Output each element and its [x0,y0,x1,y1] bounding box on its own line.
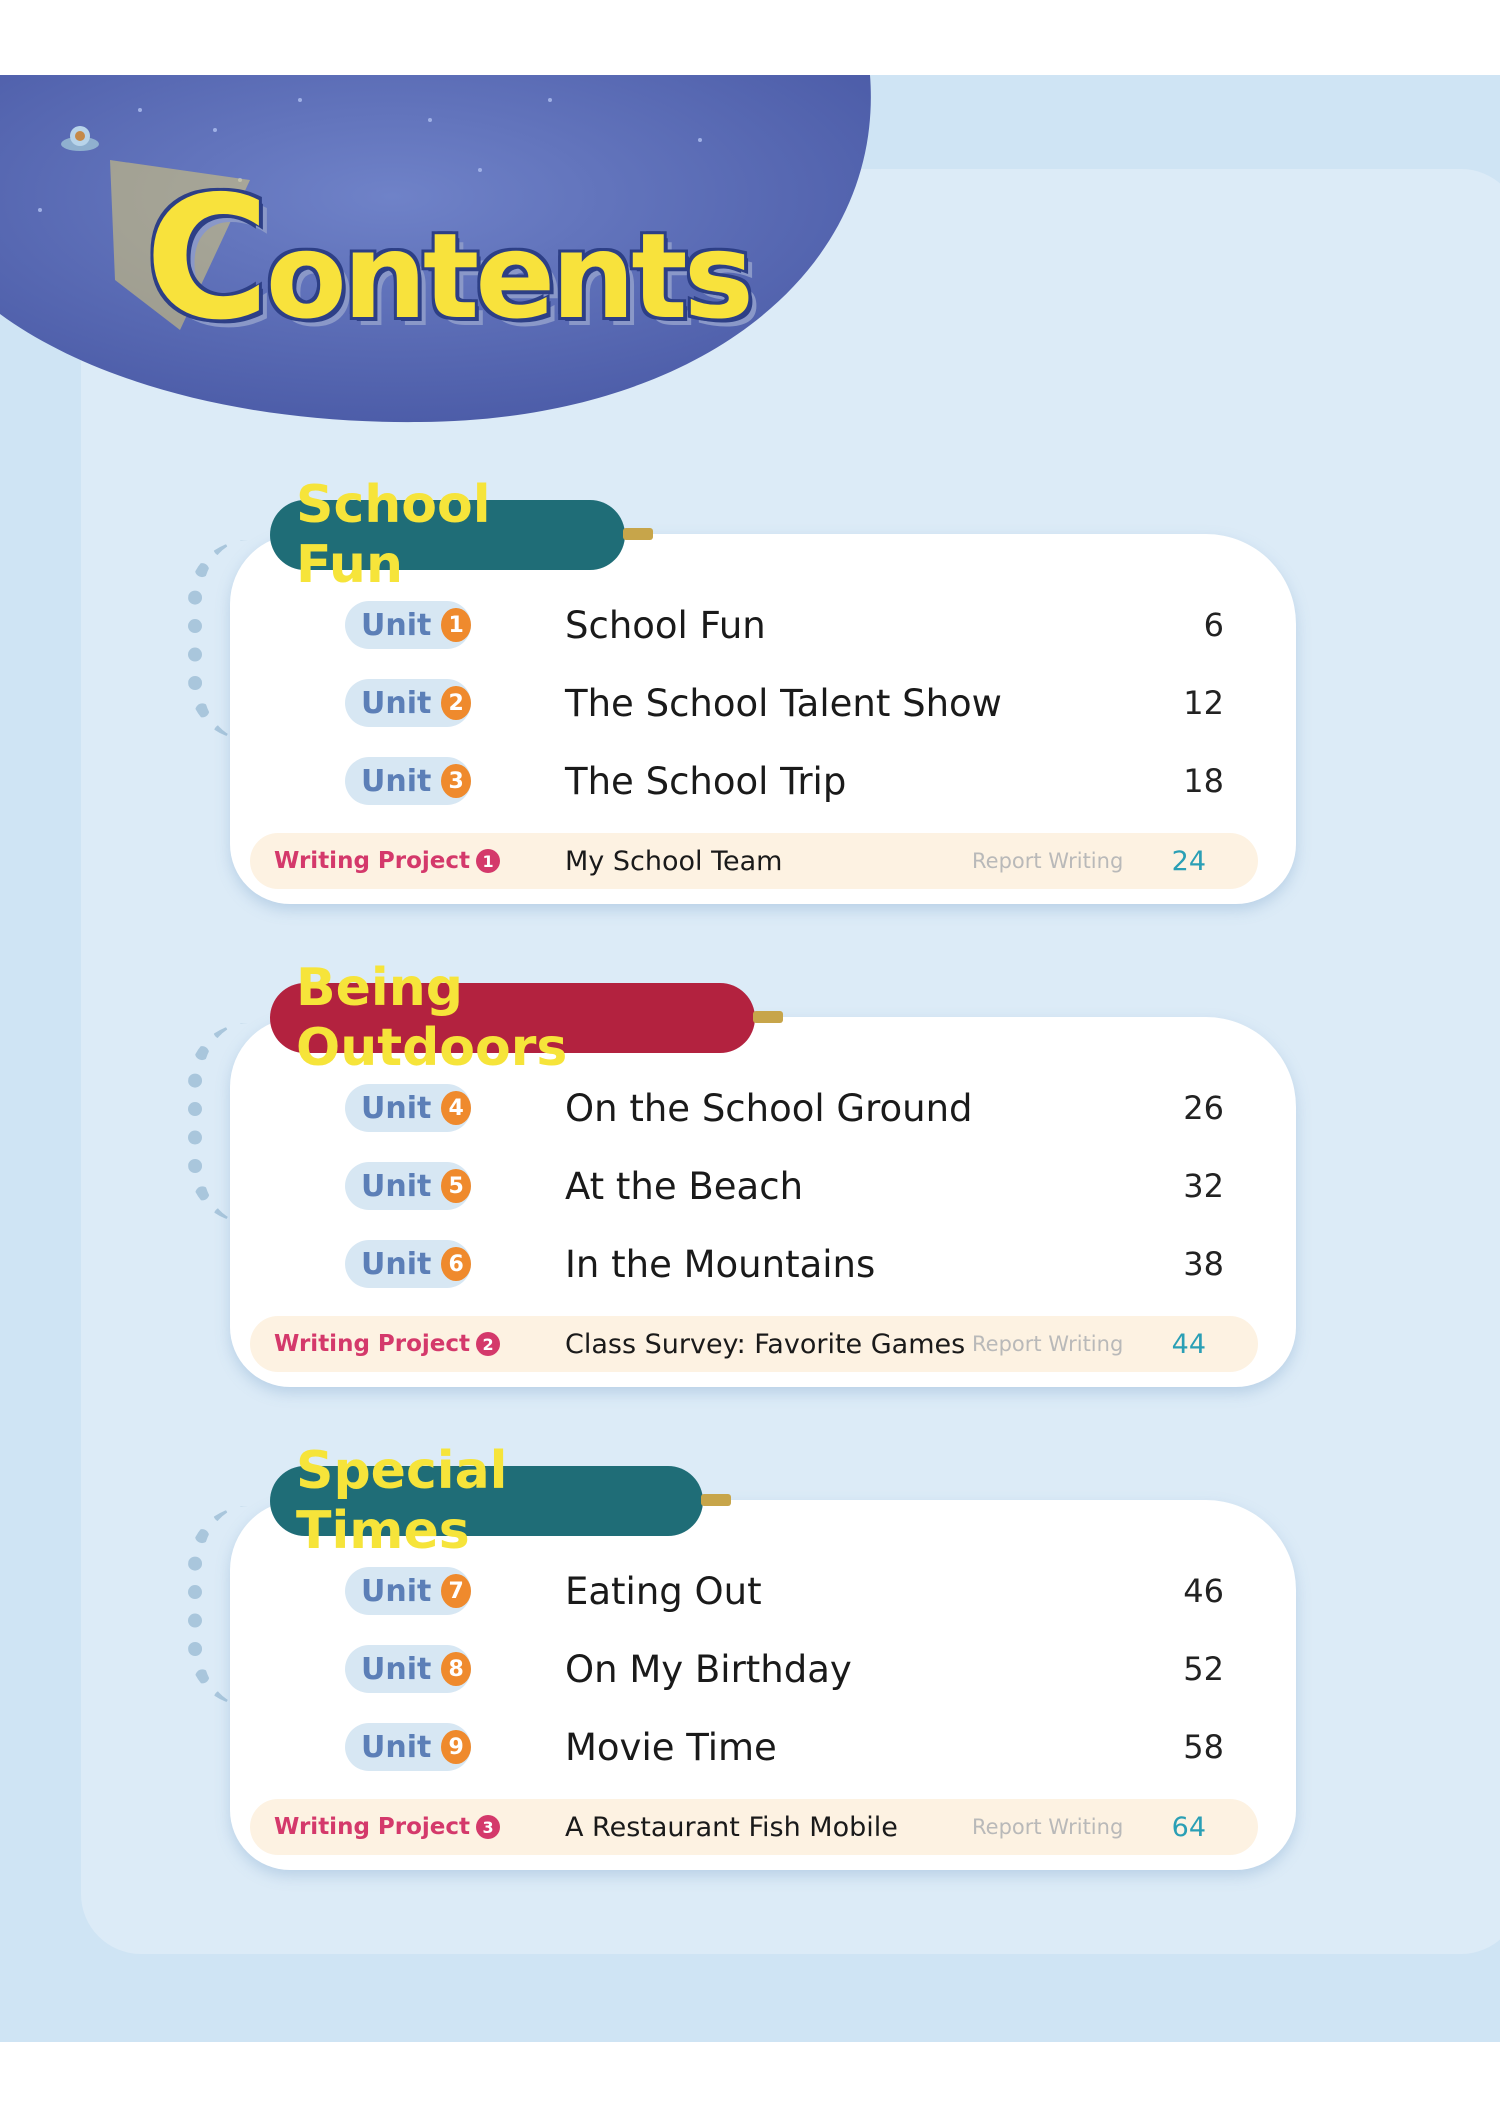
writing-project-title: My School Team [565,845,783,877]
unit-label: Unit [361,1729,432,1765]
unit-row[interactable] [230,751,1296,811]
ufo-icon [60,120,96,156]
unit-page: 52 [1183,1650,1224,1688]
writing-project-page: 24 [1171,845,1206,877]
writing-project-row[interactable] [250,1316,1258,1372]
unit-badge [345,1567,471,1615]
writing-project-number: 2 [476,1332,500,1356]
pencil-tip-icon [701,1494,731,1506]
unit-label: Unit [361,1246,432,1282]
unit-number: 9 [441,1730,471,1764]
unit-row[interactable] [230,1717,1296,1777]
unit-badge [345,1162,471,1210]
unit-number: 6 [441,1247,471,1281]
writing-project-page: 44 [1171,1328,1206,1360]
unit-title: In the Mountains [565,1242,876,1286]
section-title-text: Special Times [296,1441,508,1561]
writing-project-number: 3 [476,1815,500,1839]
pencil-tip-icon [753,1011,783,1023]
writing-project-label [274,1814,500,1840]
writing-project-text: Writing Project [274,1331,471,1357]
unit-number: 5 [441,1169,471,1203]
unit-row[interactable] [230,1561,1296,1621]
writing-project-page: 64 [1171,1811,1206,1843]
unit-label: Unit [361,607,432,643]
writing-project-title: Class Survey: Favorite Games [565,1328,966,1360]
unit-row[interactable] [230,1639,1296,1699]
unit-page: 12 [1183,684,1224,722]
unit-number: 8 [441,1652,471,1686]
unit-label: Unit [361,763,432,799]
unit-number: 7 [441,1574,471,1608]
unit-number: 3 [441,764,471,798]
section-title [270,958,755,1078]
unit-page: 6 [1203,606,1224,644]
unit-title: Movie Time [565,1725,777,1769]
unit-row[interactable] [230,595,1296,655]
unit-title: The School Talent Show [565,681,1002,725]
unit-badge [345,1723,471,1771]
writing-project-number: 1 [476,849,500,873]
writing-project-type: Report Writing [972,1332,1124,1356]
unit-row[interactable] [230,1234,1296,1294]
pencil-tip-icon [623,528,653,540]
writing-project-title: A Restaurant Fish Mobile [565,1811,898,1843]
unit-row[interactable] [230,1156,1296,1216]
writing-project-row[interactable] [250,1799,1258,1855]
writing-project-text: Writing Project [274,1814,471,1840]
unit-badge [345,757,471,805]
unit-badge [345,1645,471,1693]
unit-number: 4 [441,1091,471,1125]
page-title [145,160,750,358]
unit-badge [345,1240,471,1288]
section-title-text: School Fun [296,475,491,595]
unit-page: 18 [1183,762,1224,800]
title-initial: C [145,160,266,358]
unit-label: Unit [361,1168,432,1204]
unit-title: On My Birthday [565,1647,852,1691]
unit-badge [345,1084,471,1132]
unit-page: 46 [1183,1572,1224,1610]
unit-number: 1 [441,608,471,642]
unit-page: 32 [1183,1167,1224,1205]
section-title [270,475,625,595]
writing-project-type: Report Writing [972,1815,1124,1839]
unit-title: At the Beach [565,1164,804,1208]
unit-page: 26 [1183,1089,1224,1127]
writing-project-label [274,848,500,874]
section-title [270,1441,703,1561]
writing-project-text: Writing Project [274,848,471,874]
unit-label: Unit [361,1573,432,1609]
unit-label: Unit [361,1651,432,1687]
unit-page: 58 [1183,1728,1224,1766]
unit-title: The School Trip [565,759,847,803]
unit-badge [345,679,471,727]
unit-title: Eating Out [565,1569,762,1613]
section-title-text: Being Outdoors [296,958,568,1078]
unit-row[interactable] [230,673,1296,733]
writing-project-type: Report Writing [972,849,1124,873]
unit-number: 2 [441,686,471,720]
unit-label: Unit [361,1090,432,1126]
writing-project-label [274,1331,500,1357]
unit-title: School Fun [565,603,766,647]
unit-badge [345,601,471,649]
unit-label: Unit [361,685,432,721]
writing-project-row[interactable] [250,833,1258,889]
unit-row[interactable] [230,1078,1296,1138]
title-rest: ontents [265,207,750,345]
unit-title: On the School Ground [565,1086,973,1130]
unit-page: 38 [1183,1245,1224,1283]
